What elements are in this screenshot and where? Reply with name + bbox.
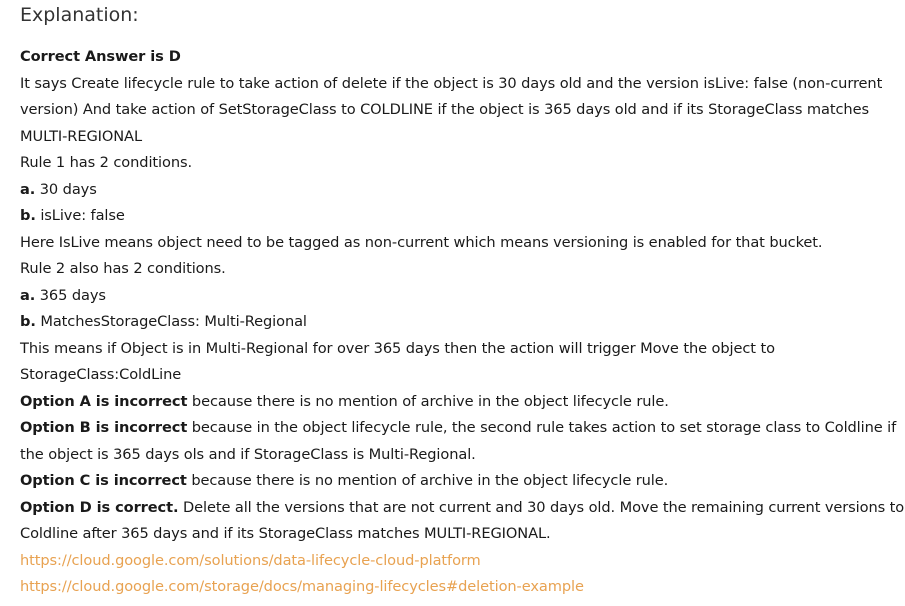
explanation-heading: Explanation: [20, 4, 139, 26]
option-c [20, 468, 895, 495]
intro-line-2: version) And take action of SetStorageClass to COLDLINE if the object is 365 days old and if its StorageClass matches [20, 101, 869, 118]
rule1-a-label: a. [20, 180, 36, 198]
option-d-line-2: Coldline after 365 days and if its StorageClass matches MULTI-REGIONAL. [20, 525, 551, 542]
rule1-a-text: 30 days [35, 180, 97, 198]
option-b-text-1: because in the object lifecycle rule, the second rule takes action to set storage class to Coldline if [187, 419, 897, 436]
correct-answer: Correct Answer is D [20, 48, 181, 65]
option-d-text-1: Delete all the versions that are not current and 30 days old. Move the remaining current versions to [178, 498, 905, 516]
rule2-a-text: 365 days [35, 286, 106, 304]
intro-line-3: MULTI-REGIONAL [20, 127, 142, 145]
rule2-note-2: StorageClass:ColdLine [20, 366, 182, 383]
explanation-body [20, 44, 905, 601]
rule2-b-text: MatchesStorageClass: Multi-Regional [35, 313, 307, 330]
option-a-verdict: Option A is incorrect [20, 392, 188, 410]
rule2-condition-a [20, 283, 895, 310]
option-d-verdict: Option D is correct. [20, 498, 179, 516]
option-b-verdict: Option B is incorrect [20, 419, 188, 436]
rule2-note-1: This means if Object is in Multi-Regional for over 365 days then the action will trigger Move the object to [20, 339, 775, 357]
option-c-text: because there is no mention of archive in the object lifecycle rule. [186, 472, 669, 489]
reference-link-2[interactable]: https://cloud.google.com/storage/docs/managing-lifecycles#deletion-example [20, 578, 584, 595]
rule1-condition-b [20, 203, 895, 230]
rule1-title: Rule 1 has 2 conditions. [20, 154, 193, 171]
option-b-line-2: the object is 365 days ols and if StorageClass is Multi-Regional. [20, 445, 476, 463]
intro-line-1: It says Create lifecycle rule to take action of delete if the object is 30 days old and the version isLive: false (non-current [20, 74, 883, 92]
correct-answer-line [20, 44, 895, 71]
option-c-verdict: Option C is incorrect [20, 472, 187, 489]
rule2-condition-b [20, 309, 895, 336]
option-b-line-1 [20, 415, 895, 442]
option-d-line-1 [20, 495, 905, 522]
rule2-title: Rule 2 also has 2 conditions. [20, 260, 226, 277]
reference-link-1-line [20, 548, 895, 575]
rule1-b-text: isLive: false [35, 207, 125, 224]
reference-link-2-line [20, 574, 895, 601]
rule1-condition-a [20, 177, 895, 204]
rule1-note: Here IsLive means object need to be tagged as non-current which means versioning is enabled for that bucket. [20, 233, 823, 251]
reference-link-1[interactable]: https://cloud.google.com/solutions/data-lifecycle-cloud-platform [20, 551, 481, 569]
option-a-text: because there is no mention of archive in the object lifecycle rule. [187, 392, 669, 410]
option-a [20, 389, 895, 416]
rule2-a-label: a. [20, 286, 36, 304]
rule1-b-label: b. [20, 207, 36, 224]
rule2-b-label: b. [20, 313, 36, 330]
